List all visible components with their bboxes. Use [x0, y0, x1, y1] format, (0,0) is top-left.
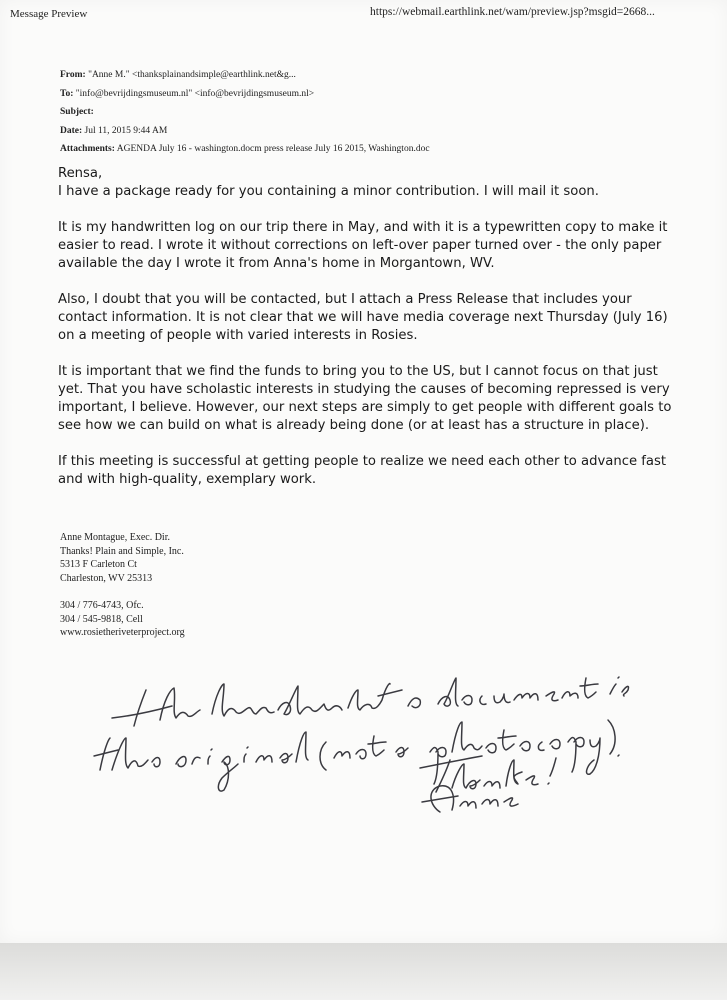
paragraph-1: I have a package ready for you containing a minor contribution. I will mail it soon. — [58, 184, 599, 199]
scanner-edge — [0, 943, 727, 1000]
paragraph-2: It is my handwritten log on our trip there in May, and with it is a typewritten copy to make it easier to read. I wrote it without corrections on left-over paper turned over - the only paper available the day I wrote it from Anna's home in Morgantown, WV. — [58, 220, 668, 271]
print-header-title: Message Preview — [10, 8, 88, 20]
subject-line — [60, 107, 430, 126]
to-value: "info@bevrijdingsmuseum.nl" <info@bevrijdingsmuseum.nl> — [75, 88, 315, 99]
from-value: "Anne M." <thanksplainandsimple@earthlink.net&g... — [88, 70, 296, 80]
signature-street: 5313 F Carleton Ct — [60, 559, 137, 570]
attachments-value: AGENDA July 16 - washington.docm press release July 16 2015, Washington.doc — [116, 144, 430, 154]
date-value: Jul 11, 2015 9:44 AM — [84, 125, 168, 136]
subject-label: Subject: — [60, 107, 94, 117]
signature-city: Charleston, WV 25313 — [60, 572, 153, 584]
email-headers — [60, 70, 430, 163]
attachments-line — [60, 144, 430, 163]
signature-phone-office: 304 / 776-4743, Ofc. — [60, 600, 144, 611]
paragraph-4: It is important that we find the funds to bring you to the US, but I cannot focus on that just yet. That you have scholastic interests in studying the causes of becoming repressed is very important, I believe. However, our next steps are simply to get people with different goals to see how we can build on what is already being done (or at least has a structure in place). — [58, 364, 672, 433]
signature-phone-cell: 304 / 545-9818, Cell — [60, 613, 143, 625]
to-line — [60, 89, 430, 108]
attachments-label: Attachments: — [60, 144, 115, 154]
greeting: Rensa, — [58, 166, 103, 181]
date-line — [60, 126, 430, 145]
handwriting-drawing — [90, 660, 690, 840]
print-header-url: https://webmail.earthlink.net/wam/preview.jsp?msgid=2668... — [370, 6, 655, 18]
from-line — [60, 70, 430, 89]
paragraph-3: Also, I doubt that you will be contacted, but I attach a Press Release that includes your contact information. It is not clear that we will have media coverage next Thursday (July 16) on a meeting of people with varied interests in Rosies. — [58, 292, 668, 343]
paragraph-5: If this meeting is successful at getting people to realize we need each other to advance fast and with high-quality, exemplary work. — [58, 454, 667, 487]
signature-name: Anne Montague, Exec. Dir. — [60, 532, 170, 543]
signature-block — [60, 531, 185, 640]
from-label: From: — [60, 70, 86, 80]
date-label: Date: — [60, 125, 83, 136]
signature-org: Thanks! Plain and Simple, Inc. — [60, 545, 184, 557]
handwritten-note — [90, 660, 690, 840]
to-label: To: — [60, 88, 74, 99]
signature-website: www.rosietheriveterproject.org — [60, 627, 185, 638]
email-body — [58, 165, 678, 507]
